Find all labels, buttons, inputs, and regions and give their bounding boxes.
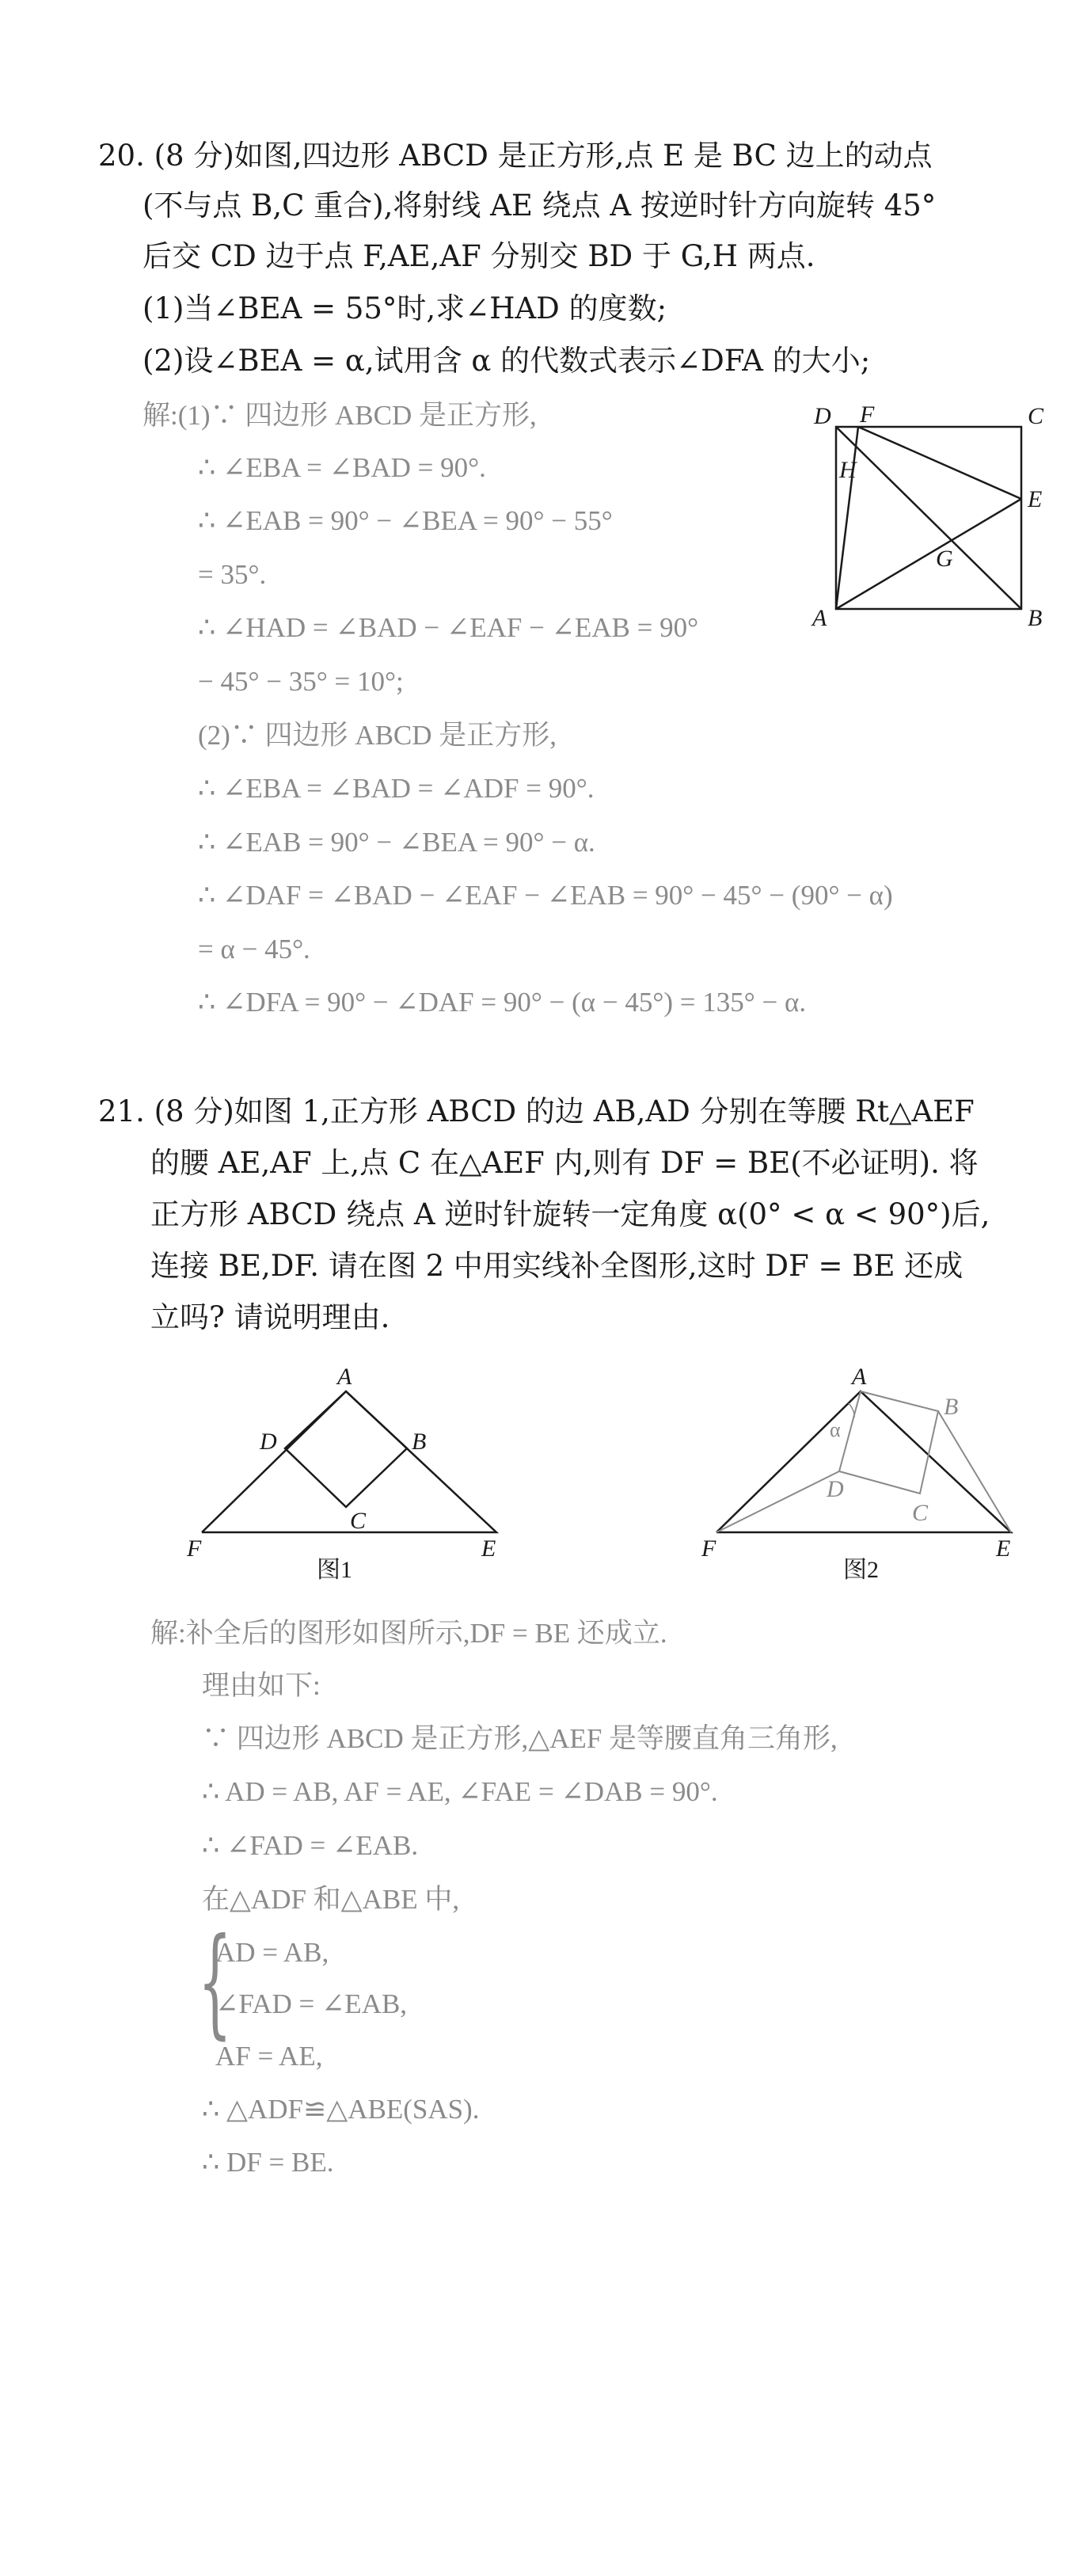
system-brace: { [198, 1913, 232, 2051]
label-c: C [1028, 403, 1044, 429]
segment-ae [836, 499, 1021, 609]
q21-figure-1 [182, 1354, 515, 1592]
segment-be [938, 1411, 1011, 1532]
fig1-label-c: C [350, 1508, 367, 1534]
q20-sol-line: ∴ ∠HAD = ∠BAD − ∠EAF − ∠EAB = 90° [198, 612, 699, 643]
q20-sol-line: = 35°. [198, 559, 267, 590]
q21-sol-line: 理由如下: [202, 1670, 321, 1701]
label-h: H [839, 457, 857, 483]
fig2-label-d: D [827, 1476, 844, 1502]
q21-line-1: 21. (8 分)如图 1,正方形 ABCD 的边 AB,AD 分别在等腰 Rt△AEF [98, 1094, 975, 1128]
fig2-label-e: E [996, 1535, 1011, 1562]
q20-line-3: 后交 CD 边于点 F,AE,AF 分别交 BD 于 G,H 两点. [143, 239, 815, 273]
label-e: E [1028, 486, 1043, 512]
q20-part-2: (2)设∠BEA = α,试用含 α 的代数式表示∠DFA 的大小; [143, 344, 871, 378]
segment-df [716, 1471, 839, 1532]
label-b: B [1028, 605, 1043, 631]
fig1-caption: 图1 [317, 1557, 352, 1583]
q21-sol-line: AD = AB, [215, 1937, 329, 1968]
q20-line-1: 20. (8 分)如图,四边形 ABCD 是正方形,点 E 是 BC 边上的动点 [98, 139, 933, 173]
q20-sol-line: − 45° − 35° = 10°; [198, 666, 404, 697]
label-g: G [936, 546, 953, 572]
q20-sol-line: ∴ ∠DFA = 90° − ∠DAF = 90° − (α − 45°) = 135° − α. [198, 987, 807, 1018]
q21-sol-line: ∠FAD = ∠EAB, [215, 1988, 408, 2019]
segment-af [836, 427, 858, 609]
diagonal-bd [836, 427, 1021, 609]
fig2-label-a: A [852, 1364, 867, 1390]
q21-sol-line: ∴ DF = BE. [202, 2147, 334, 2178]
fig1-label-a: A [337, 1364, 352, 1390]
fig2-caption: 图2 [843, 1557, 879, 1583]
q20-sol-line: (2)∵ 四边形 ABCD 是正方形, [198, 720, 557, 751]
q21-sol-line: AF = AE, [215, 2041, 323, 2072]
square-abcd-rotated [839, 1391, 938, 1493]
label-d: D [814, 403, 831, 429]
q20-sol-line: = α − 45°. [198, 934, 310, 965]
fig1-label-b: B [412, 1429, 427, 1455]
q21-sol-line: 解:补全后的图形如图所示,DF = BE 还成立. [150, 1618, 667, 1649]
square-abcd-fig1 [285, 1391, 407, 1507]
fig1-label-e: E [481, 1535, 496, 1562]
q20-sol-line: ∴ ∠EAB = 90° − ∠BEA = 90° − α. [198, 827, 595, 858]
q21-sol-line: 在△ADF 和△ABE 中, [202, 1884, 460, 1915]
fig1-label-f: F [187, 1535, 202, 1562]
triangle-aef [202, 1391, 496, 1532]
q21-line-5: 立吗? 请说明理由. [150, 1300, 390, 1334]
fig2-label-f: F [701, 1535, 716, 1562]
q21-sol-line: ∴ ∠FAD = ∠EAB. [202, 1830, 419, 1861]
q21-figure-2 [697, 1354, 1029, 1592]
q20-sol-line: ∴ ∠DAF = ∠BAD − ∠EAF − ∠EAB = 90° − 45° − (90° − α) [198, 880, 893, 911]
q21-line-4: 连接 BE,DF. 请在图 2 中用实线补全图形,这时 DF = BE 还成 [150, 1249, 963, 1283]
q20-sol-line: ∴ ∠EBA = ∠BAD = ∠ADF = 90°. [198, 773, 595, 804]
q21-sol-line: ∵ 四边形 ABCD 是正方形,△AEF 是等腰直角三角形, [202, 1723, 838, 1754]
label-a: A [812, 605, 827, 631]
q20-part-1: (1)当∠BEA = 55°时,求∠HAD 的度数; [143, 291, 667, 325]
q20-figure [800, 392, 1061, 634]
fig1-label-d: D [260, 1429, 277, 1455]
q21-sol-line: ∴ △ADF≌△ABE(SAS). [202, 2094, 480, 2125]
q20-sol-line: ∴ ∠EBA = ∠BAD = 90°. [198, 452, 486, 483]
q21-line-3: 正方形 ABCD 绕点 A 逆时针旋转一定角度 α(0° < α < 90°)后, [150, 1197, 990, 1231]
fig2-label-b: B [944, 1394, 959, 1420]
q20-line-2: (不与点 B,C 重合),将射线 AE 绕点 A 按逆时针方向旋转 45° [143, 188, 937, 223]
q21-line-2: 的腰 AE,AF 上,点 C 在△AEF 内,则有 DF = BE(不必证明). 将 [150, 1146, 979, 1180]
fig2-label-c: C [912, 1500, 929, 1526]
label-f: F [860, 401, 875, 428]
q21-sol-line: ∴ AD = AB, AF = AE, ∠FAE = ∠DAB = 90°. [202, 1776, 718, 1807]
segment-fe [858, 427, 1021, 499]
q20-sol-line: 解:(1)∵ 四边形 ABCD 是正方形, [143, 400, 537, 431]
q20-sol-line: ∴ ∠EAB = 90° − ∠BEA = 90° − 55° [198, 505, 613, 536]
fig2-label-alpha: α [830, 1418, 841, 1441]
